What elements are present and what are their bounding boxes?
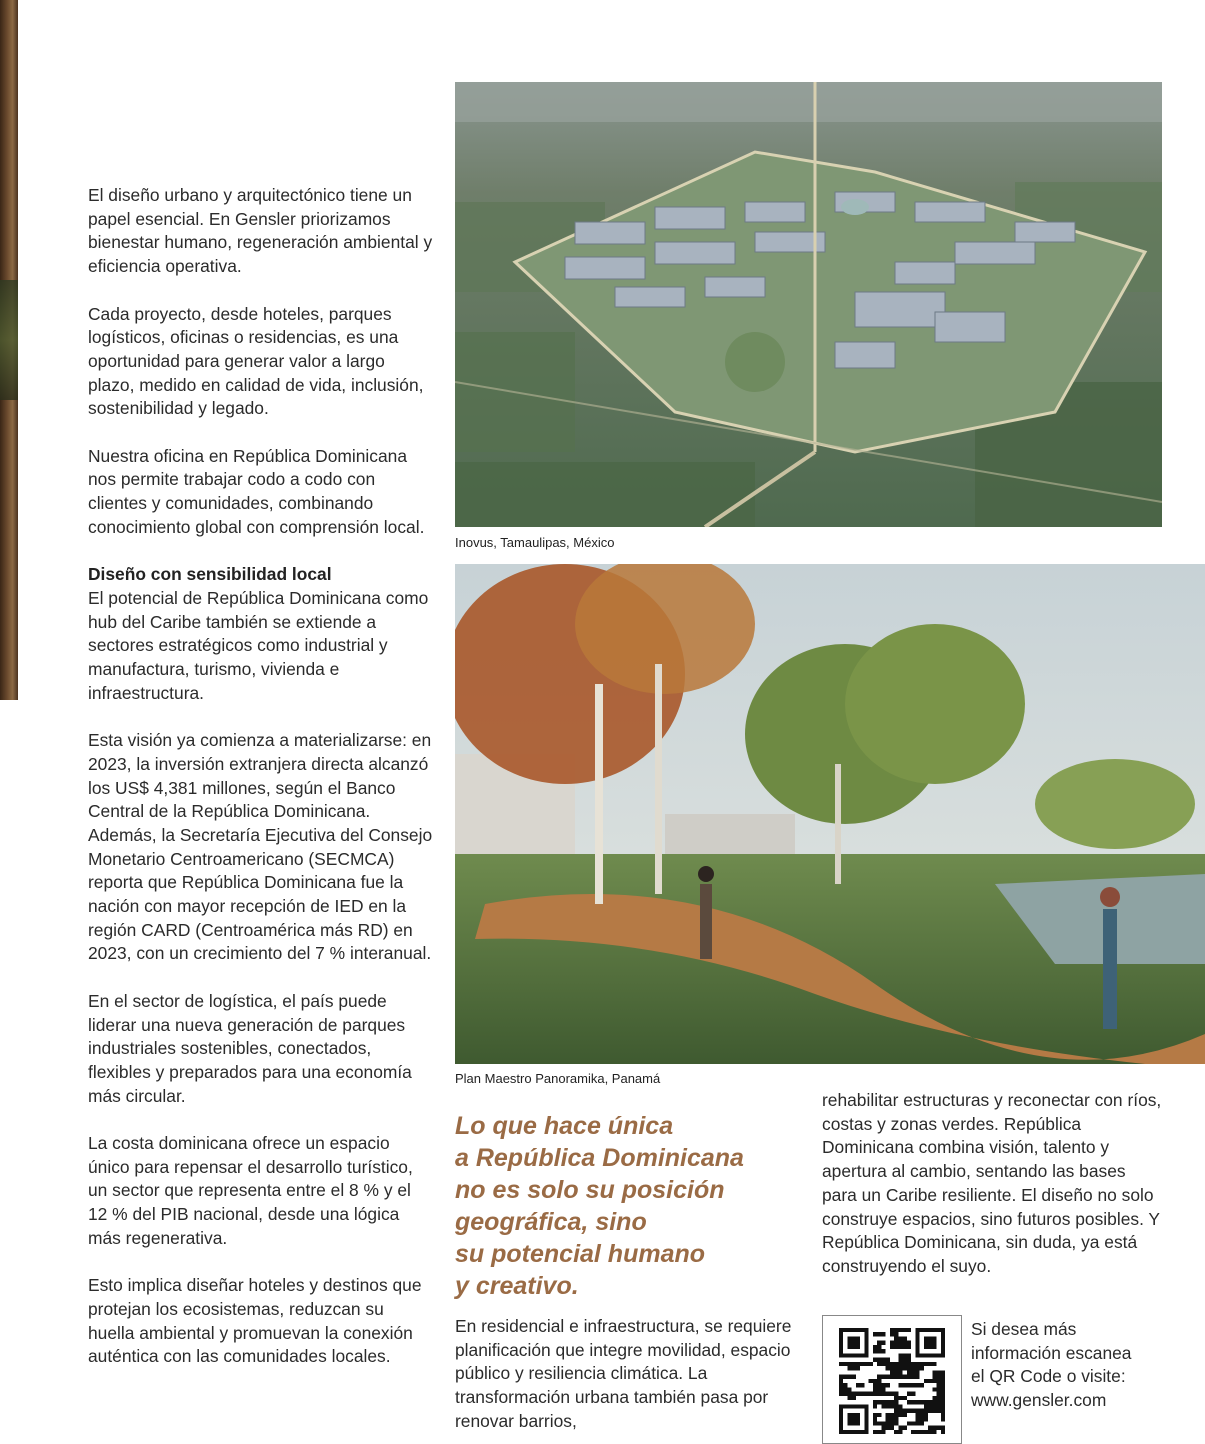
right-text-column bbox=[822, 1089, 1162, 1279]
pull-quote-line: Lo que hace única bbox=[455, 1112, 674, 1140]
qr-info-line: el QR Code o visite: bbox=[971, 1366, 1126, 1387]
paragraph: rehabilitar estructuras y reconectar con ríos, costas y zonas verdes. República Dominicana combina visión, talento y apertura al cambio, sentando las bases para un Caribe resiliente. El diseño no solo construye espacios, sino futuros posibles. Y República Dominicana, sin duda, ya está construyendo el suyo. bbox=[822, 1090, 1162, 1276]
adjacent-page-photo-edge bbox=[0, 0, 18, 700]
paragraph: Esto implica diseñar hoteles y destinos que protejan los ecosistemas, reduzcan su huella ambiental y promuevan la conexión auténtica con las comunidades locales. bbox=[88, 1275, 422, 1367]
pull-quote-line: geográfica, sino bbox=[455, 1208, 647, 1236]
figure-caption: Plan Maestro Panoramika, Panamá bbox=[455, 1071, 661, 1086]
qr-info-line: Si desea más bbox=[971, 1319, 1077, 1339]
paragraph: El potencial de República Dominicana como hub del Caribe también se extiende a sectores estratégicos como industrial y manufactura, turismo, vivienda e infraestructura. bbox=[88, 587, 429, 703]
paragraph: La costa dominicana ofrece un espacio único para repensar el desarrollo turístico, un sector que representa entre el 8 % y el 12 % del PIB nacional, desde una lógica más regenerativa. bbox=[88, 1133, 413, 1248]
pull-quote-line: y creativo. bbox=[455, 1272, 579, 1300]
qr-code-box[interactable] bbox=[822, 1315, 962, 1444]
pull-quote-line: a República Dominicana bbox=[455, 1144, 744, 1172]
paragraph: En el sector de logística, el país puede liderar una nueva generación de parques industriales sostenibles, conectados, flexibles y preparados para una economía más circular. bbox=[88, 990, 412, 1106]
qr-code-icon[interactable] bbox=[839, 1328, 945, 1434]
paragraph: En residencial e infraestructura, se requiere planificación que integre movilidad, espacio público y resiliencia climática. La transformación urbana también pasa por renovar barrios, bbox=[455, 1316, 792, 1431]
pull-quote-line: su potencial humano bbox=[455, 1240, 706, 1268]
left-text-column bbox=[88, 184, 433, 1393]
aerial-masterplan-photo bbox=[455, 82, 1162, 527]
qr-info-text bbox=[971, 1318, 1171, 1413]
park-rendering-photo bbox=[455, 564, 1205, 1064]
paragraph: Cada proyecto, desde hoteles, parques logísticos, oficinas o residencias, es una oportunidad para generar valor a largo plazo, medido en calidad de vida, inclusión, sostenibilidad y legado. bbox=[88, 303, 424, 419]
paragraph: Esta visión ya comienza a materializarse: en 2023, la inversión extranjera directa alcanzó los US$ 4,381 millones, según el Banco Central de la República Dominicana. Además, la Secretaría Ejecutiva del Consejo Monetario Centroamericano (SECMCA) reporta que República Dominicana fue la nación con mayor recepción de IED en la región CARD (Centroamérica más RD) en 2023, con un crecimiento del 7 % interanual. bbox=[88, 730, 433, 964]
figure-caption: Inovus, Tamaulipas, México bbox=[455, 535, 615, 550]
paragraph: Nuestra oficina en República Dominicana nos permite trabajar codo a codo con clientes y comunidades, combinando conocimiento global con comprensión local. bbox=[88, 445, 425, 537]
paragraph: El diseño urbano y arquitectónico tiene un papel esencial. En Gensler priorizamos bienestar humano, regeneración ambiental y eficiencia operativa. bbox=[88, 185, 433, 277]
middle-text-column bbox=[455, 1315, 795, 1434]
pull-quote bbox=[455, 1110, 785, 1302]
pull-quote-line: no es solo su posición bbox=[455, 1176, 725, 1204]
website-link[interactable]: www.gensler.com bbox=[971, 1390, 1107, 1411]
section-subheading: Diseño con sensibilidad local bbox=[88, 564, 332, 585]
qr-info-line: información escanea bbox=[971, 1342, 1132, 1363]
